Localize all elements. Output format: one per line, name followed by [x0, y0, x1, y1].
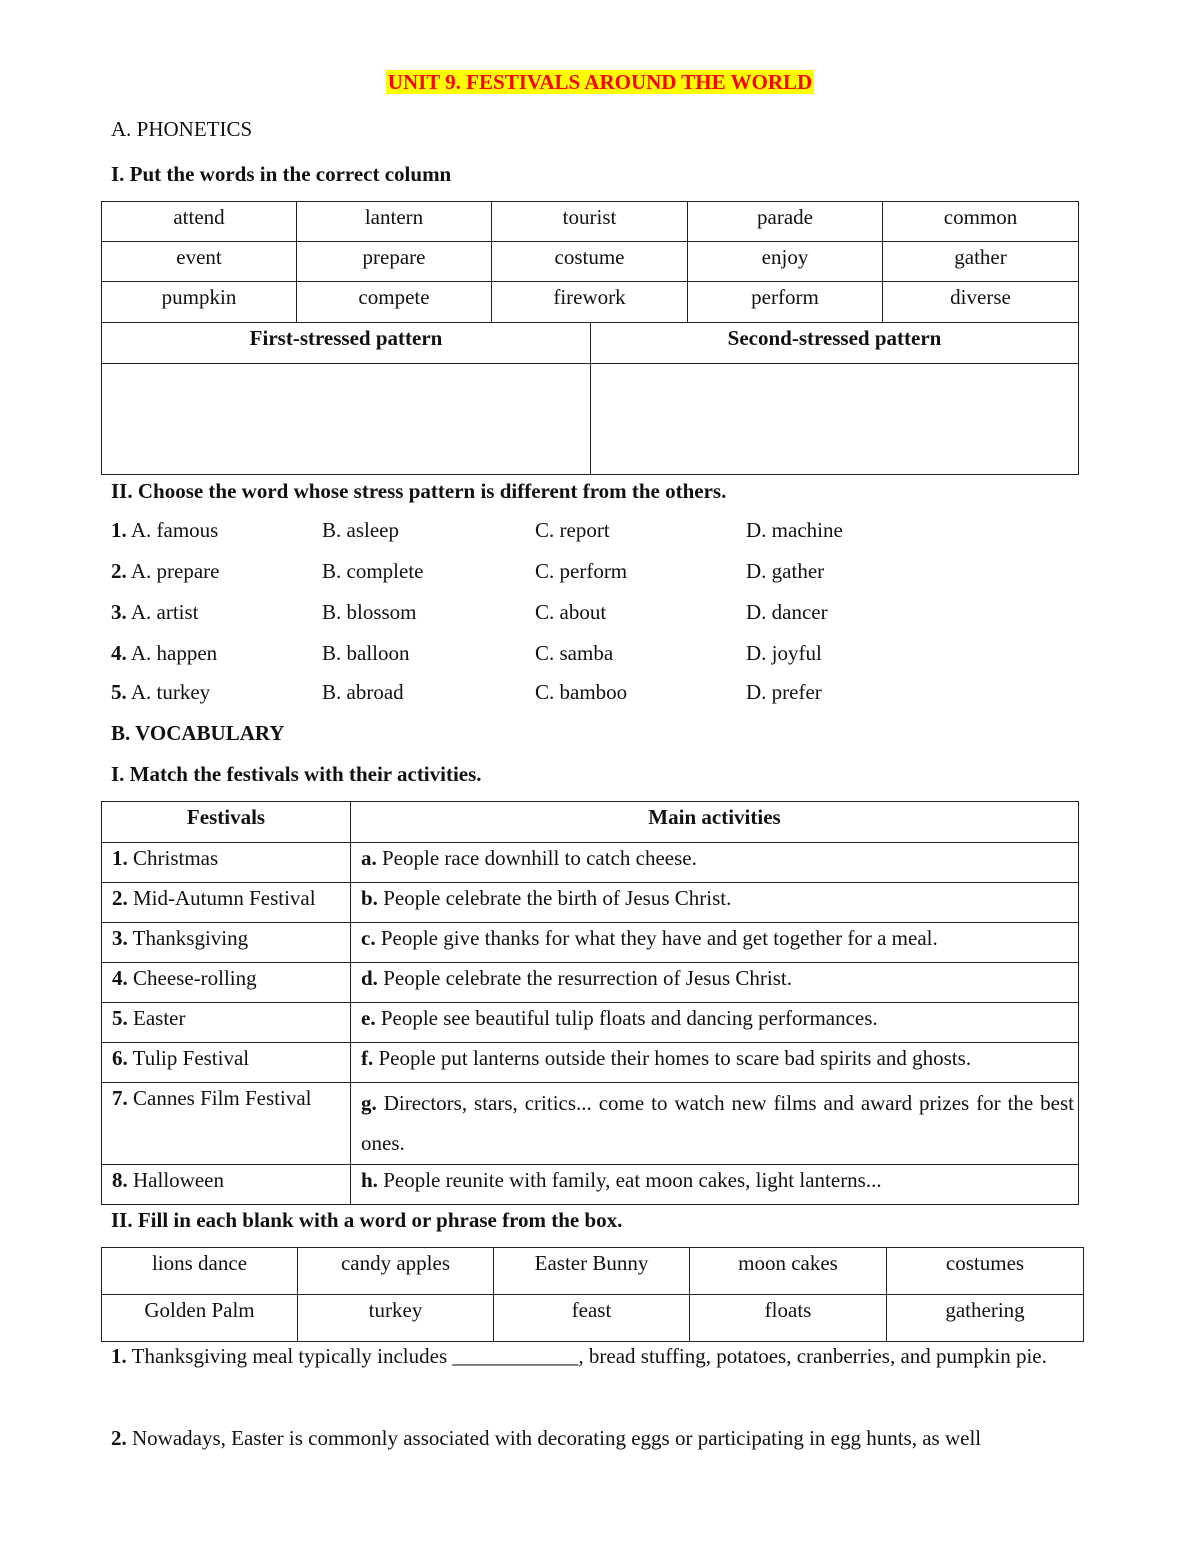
question-number: 5. [111, 680, 127, 704]
word-cell: gather [883, 242, 1079, 282]
question-3-option-c[interactable]: C. about [535, 600, 607, 624]
row-number: 2. [112, 886, 128, 910]
activity-text: People give thanks for what they have and get together for a meal. [380, 926, 938, 950]
word-box-cell: Golden Palm [102, 1295, 298, 1342]
question-1-option-c[interactable]: C. report [535, 518, 610, 542]
festival-cell [102, 1003, 351, 1043]
activity-text: Directors, stars, critics... come to watch new films and award prizes for the best ones. [361, 1091, 1075, 1155]
title-row [0, 70, 1200, 95]
vocabulary-part2-heading: II. Fill in each blank with a word or phrase from the box. [111, 1208, 623, 1232]
festival-cell [102, 923, 351, 963]
word-row [102, 282, 1079, 323]
festival-cell [102, 1083, 351, 1165]
table-row [102, 1165, 1079, 1205]
activity-cell [351, 1043, 1079, 1083]
question-5-option-a[interactable] [111, 680, 210, 705]
row-number: 8. [112, 1168, 128, 1192]
first-stressed-answer-cell[interactable] [102, 364, 591, 475]
question-3-option-a[interactable] [111, 600, 199, 625]
row-number: 3. [112, 926, 128, 950]
fill-blank-question-1 [111, 1336, 1087, 1376]
festival-cell [102, 843, 351, 883]
question-number: 3. [111, 600, 127, 624]
festival-cell [102, 883, 351, 923]
question-2-option-a[interactable] [111, 559, 219, 584]
section-b-heading: B. VOCABULARY [111, 721, 285, 745]
question-4-option-d[interactable]: D. joyful [746, 641, 822, 665]
question-5-option-c[interactable]: C. bamboo [535, 680, 628, 704]
option-text: A. famous [130, 518, 219, 542]
second-stressed-answer-cell[interactable] [591, 364, 1079, 475]
word-row [102, 242, 1079, 282]
activity-text: People celebrate the resurrection of Jesus Christ. [383, 966, 792, 990]
table-row [102, 1043, 1079, 1083]
question-text: Thanksgiving meal typically includes ____________, bread stuffing, potatoes, cranberries, and pumpkin pie. [131, 1344, 1047, 1368]
row-letter: c. [361, 926, 376, 950]
row-letter: g. [361, 1091, 377, 1115]
question-1-option-a[interactable] [111, 518, 218, 543]
row-letter: a. [361, 846, 377, 870]
first-stressed-header: First-stressed pattern [102, 323, 591, 364]
question-3-option-d[interactable]: D. dancer [746, 600, 828, 624]
row-letter: b. [361, 886, 378, 910]
row-number: 7. [112, 1086, 128, 1110]
table-row [102, 1003, 1079, 1043]
activity-cell [351, 1165, 1079, 1205]
word-box-cell: gathering [887, 1295, 1084, 1342]
activity-cell [351, 1083, 1079, 1165]
page-title: UNIT 9. FESTIVALS AROUND THE WORLD [387, 70, 813, 94]
option-text: A. happen [130, 641, 218, 665]
festival-name: Halloween [133, 1168, 224, 1192]
word-table [101, 201, 1079, 323]
row-number: 4. [112, 966, 128, 990]
question-2-option-d[interactable]: D. gather [746, 559, 825, 583]
question-1-option-b[interactable]: B. asleep [322, 518, 399, 542]
option-text: A. turkey [130, 680, 211, 704]
activity-text: People celebrate the birth of Jesus Christ. [383, 886, 732, 910]
table-row [102, 1083, 1079, 1165]
word-cell: diverse [883, 282, 1079, 323]
question-3-option-b[interactable]: B. blossom [322, 600, 417, 624]
question-4-option-b[interactable]: B. balloon [322, 641, 410, 665]
vocabulary-part1-heading: I. Match the festivals with their activities. [111, 762, 482, 786]
question-number: 1. [111, 1344, 127, 1368]
row-letter: e. [361, 1006, 376, 1030]
table-row [102, 883, 1079, 923]
question-number: 1. [111, 518, 127, 542]
word-box-cell: candy apples [298, 1248, 494, 1295]
word-box-cell: Easter Bunny [494, 1248, 690, 1295]
activity-text: People see beautiful tulip floats and dancing performances. [380, 1006, 878, 1030]
activity-cell [351, 923, 1079, 963]
question-text: Nowadays, Easter is commonly associated with decorating eggs or participating in egg hunts, as well [132, 1426, 982, 1450]
question-5-option-d[interactable]: D. prefer [746, 680, 822, 704]
question-4-option-c[interactable]: C. samba [535, 641, 614, 665]
word-box-cell: costumes [887, 1248, 1084, 1295]
question-4-option-a[interactable] [111, 641, 217, 666]
table-row [102, 963, 1079, 1003]
activity-text: People race downhill to catch cheese. [382, 846, 697, 870]
festival-name: Tulip Festival [132, 1046, 250, 1070]
question-2-option-c[interactable]: C. perform [535, 559, 628, 583]
word-cell: parade [688, 202, 883, 242]
word-cell: event [102, 242, 297, 282]
fill-blank-question-2 [111, 1418, 1087, 1458]
word-box-cell: feast [494, 1295, 690, 1342]
row-letter: f. [361, 1046, 374, 1070]
word-cell: common [883, 202, 1079, 242]
word-box-cell: lions dance [102, 1248, 298, 1295]
word-cell: firework [492, 282, 688, 323]
main-activities-header: Main activities [351, 802, 1079, 843]
word-box-cell: turkey [298, 1295, 494, 1342]
activity-cell [351, 1003, 1079, 1043]
festival-name: Christmas [133, 846, 219, 870]
question-number: 4. [111, 641, 127, 665]
phonetics-part2-heading: II. Choose the word whose stress pattern is different from the others. [111, 479, 727, 503]
question-number: 2. [111, 1426, 127, 1450]
word-cell: enjoy [688, 242, 883, 282]
festival-name: Thanksgiving [132, 926, 249, 950]
festival-name: Cannes Film Festival [133, 1086, 312, 1110]
activity-text: People reunite with family, eat moon cakes, light lanterns... [383, 1168, 882, 1192]
word-cell: lantern [297, 202, 492, 242]
word-cell: compete [297, 282, 492, 323]
festival-name: Mid-Autumn Festival [133, 886, 316, 910]
option-text: A. artist [130, 600, 199, 624]
question-number: 2. [111, 559, 127, 583]
word-box-table [101, 1247, 1084, 1342]
table-row [102, 923, 1079, 963]
festival-cell [102, 1043, 351, 1083]
activity-cell [351, 963, 1079, 1003]
festival-cell [102, 1165, 351, 1205]
question-5-option-b[interactable]: B. abroad [322, 680, 404, 704]
word-box-row [102, 1248, 1084, 1295]
festival-cell [102, 963, 351, 1003]
row-number: 1. [112, 846, 128, 870]
question-2-option-b[interactable]: B. complete [322, 559, 424, 583]
stress-pattern-table [101, 322, 1079, 475]
row-letter: d. [361, 966, 378, 990]
festival-matching-table [101, 801, 1079, 1205]
word-cell: prepare [297, 242, 492, 282]
activity-text: People put lanterns outside their homes to scare bad spirits and ghosts. [378, 1046, 972, 1070]
word-cell: costume [492, 242, 688, 282]
festival-name: Easter [133, 1006, 186, 1030]
festival-name: Cheese-rolling [133, 966, 257, 990]
word-box-row [102, 1295, 1084, 1342]
word-box-cell: floats [690, 1295, 887, 1342]
activity-cell [351, 883, 1079, 923]
word-cell: tourist [492, 202, 688, 242]
word-cell: pumpkin [102, 282, 297, 323]
festivals-header: Festivals [102, 802, 351, 843]
activity-cell [351, 843, 1079, 883]
phonetics-part1-heading: I. Put the words in the correct column [111, 162, 452, 186]
row-number: 5. [112, 1006, 128, 1030]
word-box-cell: moon cakes [690, 1248, 887, 1295]
second-stressed-header: Second-stressed pattern [591, 323, 1079, 364]
word-row [102, 202, 1079, 242]
row-number: 6. [112, 1046, 128, 1070]
option-text: A. prepare [130, 559, 220, 583]
row-letter: h. [361, 1168, 378, 1192]
word-cell: attend [102, 202, 297, 242]
table-row [102, 843, 1079, 883]
word-cell: perform [688, 282, 883, 323]
section-a-heading: A. PHONETICS [111, 117, 253, 141]
question-1-option-d[interactable]: D. machine [746, 518, 843, 542]
